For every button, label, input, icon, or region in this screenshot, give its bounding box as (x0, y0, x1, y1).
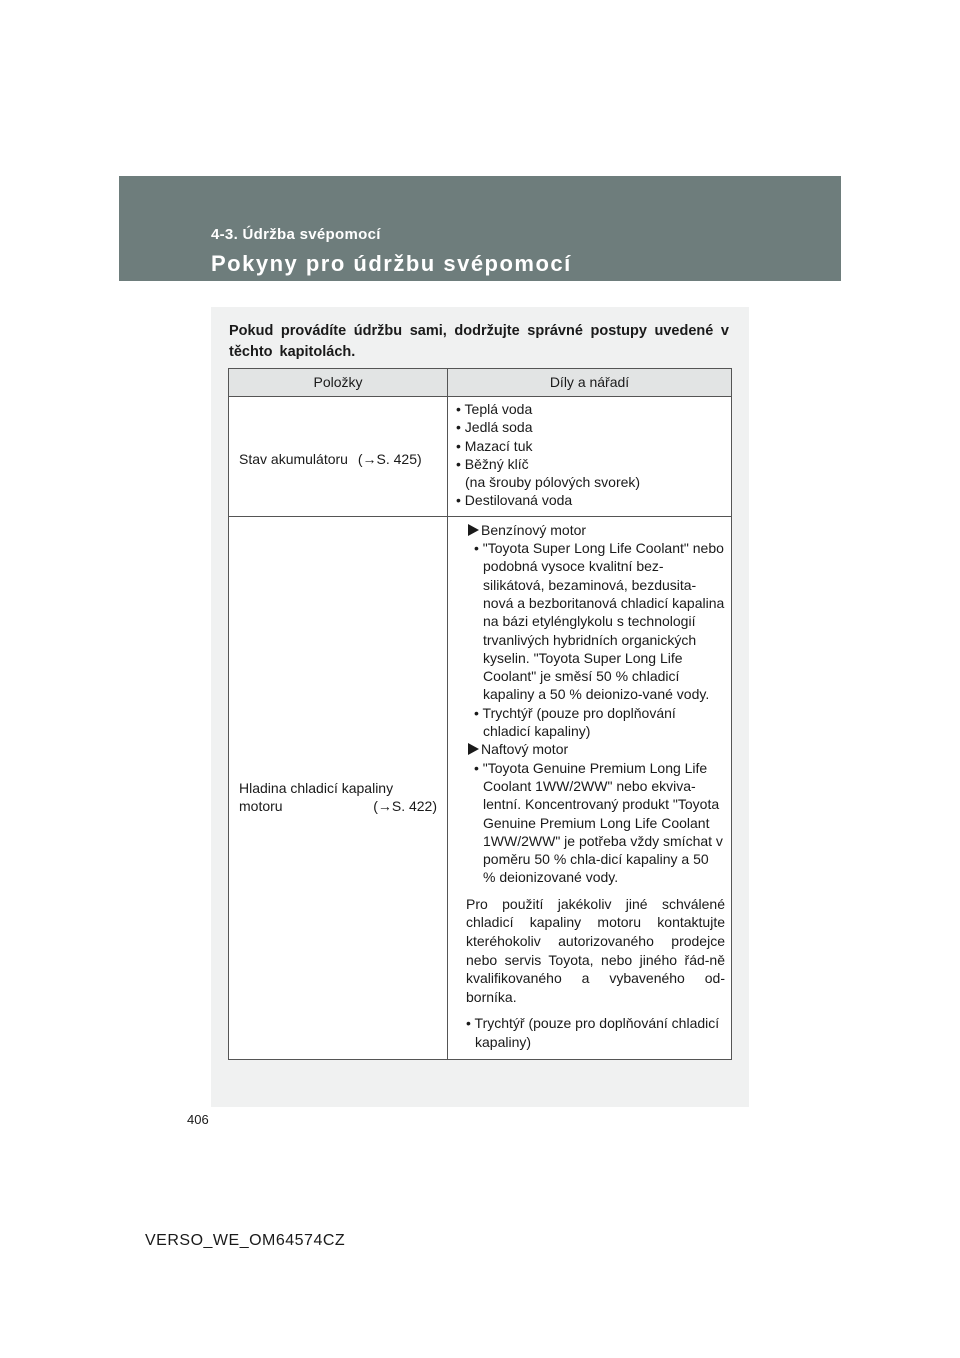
engine-heading-petrol: Benzínový motor (456, 521, 725, 539)
list-item: • Mazací tuk (456, 437, 533, 454)
list-item: • Trychtýř (pouze pro doplňování chladicí kapaliny) (466, 1015, 720, 1050)
table-row (229, 516, 732, 1059)
item-name: motoru (239, 797, 283, 814)
list-item: • Trychtýř (pouze pro doplňování chladicí kapaliny) (474, 704, 676, 740)
parts-table (228, 368, 732, 1060)
page-number: 406 (187, 1112, 209, 1127)
item-name: Stav akumulátoru (239, 451, 348, 468)
column-header-parts: Díly a nářadí (448, 369, 732, 397)
parts-cell (448, 397, 732, 517)
column-header-items: Položky (229, 369, 448, 397)
page-ref: (→S. 425) (357, 451, 422, 468)
page-title: Pokyny pro údržbu svépomocí (211, 251, 572, 276)
triangle-bullet-icon (468, 743, 479, 755)
content-panel (211, 307, 749, 1107)
list-item: • Běžný klíč (456, 455, 529, 472)
table-header-row (229, 369, 732, 397)
triangle-bullet-icon (468, 524, 479, 536)
chapter-header (119, 176, 841, 281)
list-item: • Destilovaná voda (456, 492, 573, 509)
coolant-note: Pro použití jakékoliv jiné schválené chladicí kapaliny motoru kontaktujte kteréhokoliv autorizovaného prodejce nebo servis Toyota, nebo jiného řád-ně kvalifikovaného a vybaveného od-borníka. (466, 895, 725, 1005)
engine-heading-diesel: Naftový motor (456, 740, 725, 758)
item-cell (229, 397, 448, 517)
intro-text: Pokud provádíte údržbu sami, dodržujte správné postupy uvedené v těchto kapitolách. (229, 323, 729, 360)
item-name: Hladina chladicí kapaliny (239, 779, 394, 796)
table-row (229, 397, 732, 517)
page-ref: (→S. 422) (373, 797, 437, 814)
section-label: 4-3. Údržba svépomocí (211, 226, 381, 243)
list-item: • Teplá voda (456, 401, 533, 417)
item-cell (229, 516, 448, 1059)
list-item: • "Toyota Super Long Life Coolant" nebo podobná vysoce kvalitní bez-silikátová, bezaminová, bezdusita-nová a bezboritanová chladicí kapalina na bázi etylénglykolu s technologií trvanlivých hybridních organických kyselin. "Toyota Super Long Life Coolant" je směsí 50 % chladicí kapaliny a 50 % deionizo-vané vody. (474, 540, 725, 703)
document-code: VERSO_WE_OM64574CZ (145, 1232, 346, 1249)
list-item: • "Toyota Genuine Premium Long Life Coolant 1WW/2WW" nebo ekviva-lentní. Koncentrovaný produkt "Toyota Genuine Premium Long Life Coolant 1WW/2WW" je potřeba vždy smíchat v poměru 50 % chla-dicí kapaliny a 50 % deionizované vody. (474, 759, 723, 886)
parts-cell (448, 516, 732, 1059)
list-item: • Jedlá soda (456, 419, 533, 436)
list-item: (na šrouby pólových svorek) (465, 474, 641, 491)
